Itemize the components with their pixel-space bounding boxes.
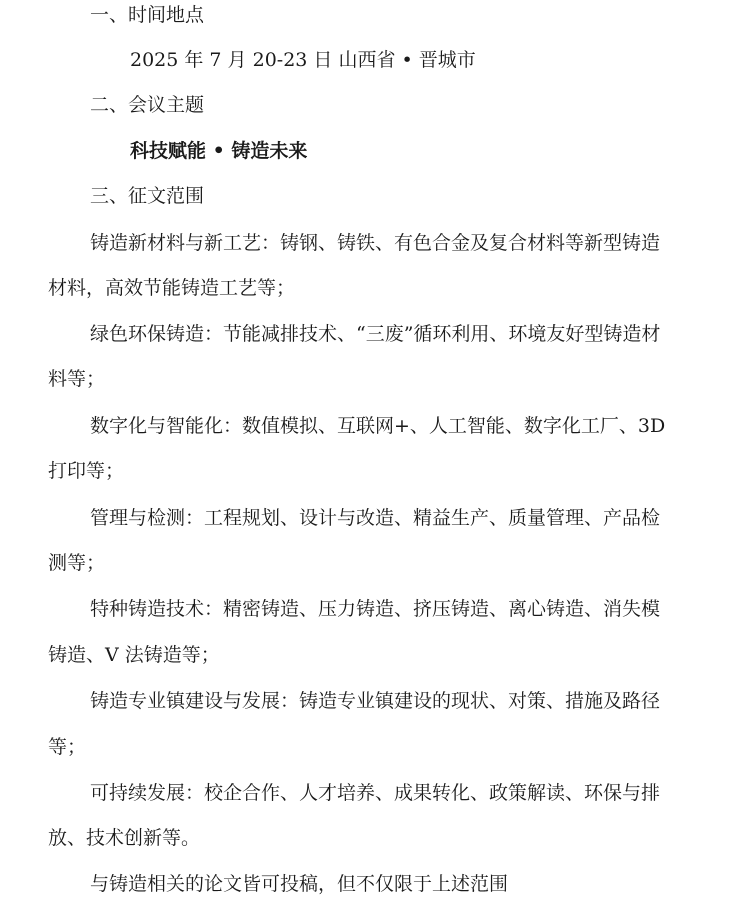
scope-item-7-line2: 放、技术创新等。	[48, 827, 201, 849]
scope-item-3-line2: 打印等；	[48, 460, 125, 482]
scope-item-3-line1: 数字化与智能化：数值模拟、互联网+、人工智能、数字化工厂、3D	[90, 415, 666, 437]
section-heading-theme: 二、会议主题	[90, 94, 205, 116]
scope-item-1-line2: 材料，高效节能铸造工艺等；	[48, 277, 296, 299]
section-heading-time-place: 一、时间地点	[90, 4, 205, 26]
scope-note: 与铸造相关的论文皆可投稿，但不仅限于上述范围	[90, 873, 509, 895]
scope-item-5-line2: 铸造、V 法铸造等；	[48, 644, 220, 666]
scope-item-4-line2: 测等；	[48, 552, 106, 574]
scope-item-7-line1: 可持续发展：校企合作、人才培养、成果转化、政策解读、环保与排	[90, 782, 661, 804]
time-place-content: 2025 年 7 月 20-23 日 山西省 • 晋城市	[130, 49, 476, 71]
scope-item-6-line1: 铸造专业镇建设与发展：铸造专业镇建设的现状、对策、措施及路径	[90, 690, 661, 712]
scope-item-2-line2: 料等；	[48, 368, 106, 390]
scope-item-6-line2: 等；	[48, 736, 87, 758]
scope-item-2-line1: 绿色环保铸造：节能减排技术、“三废”循环利用、环境友好型铸造材	[90, 323, 661, 345]
section-heading-scope: 三、征文范围	[90, 185, 205, 207]
scope-item-1-line1: 铸造新材料与新工艺：铸钢、铸铁、有色合金及复合材料等新型铸造	[90, 232, 661, 254]
theme-content: 科技赋能 • 铸造未来	[130, 140, 308, 162]
scope-item-5-line1: 特种铸造技术：精密铸造、压力铸造、挤压铸造、离心铸造、消失模	[90, 598, 661, 620]
scope-item-4-line1: 管理与检测：工程规划、设计与改造、精益生产、质量管理、产品检	[90, 507, 661, 529]
